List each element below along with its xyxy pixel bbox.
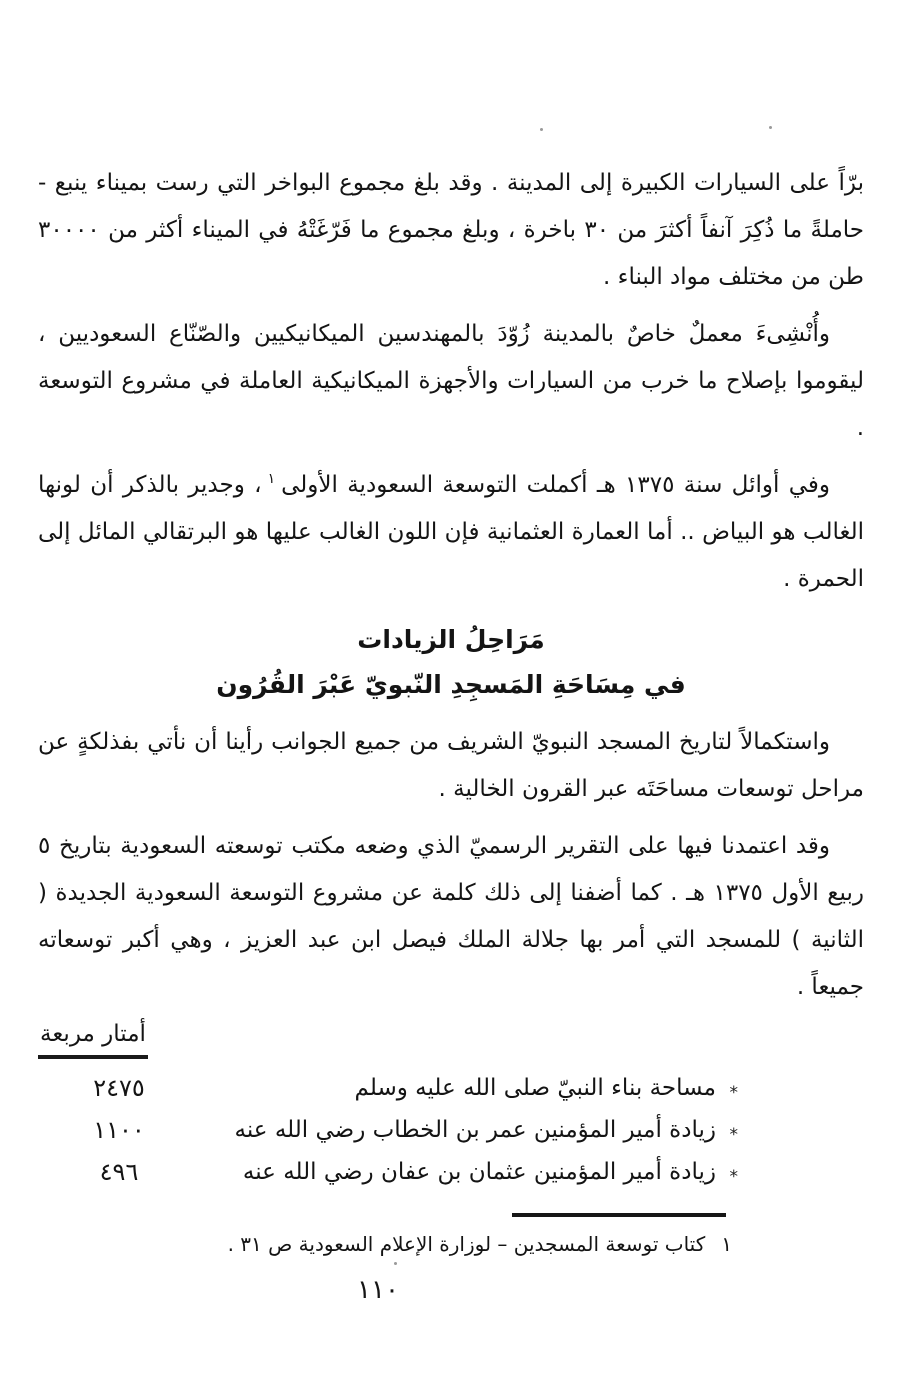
scan-speck	[769, 126, 772, 129]
measurement-value: ٤٩٦	[99, 1158, 139, 1186]
footnote-marker: ١	[721, 1232, 732, 1256]
measurement-row	[38, 1109, 864, 1151]
measurement-value: ٢٤٧٥	[93, 1074, 145, 1102]
page-body	[38, 160, 864, 1305]
section-heading-line1: مَرَاحِلُ الزيادات	[357, 625, 545, 654]
measurement-label: مساحة بناء النبيّ صلى الله عليه وسلم	[354, 1075, 716, 1101]
footnote-text: كتاب توسعة المسجدين – لوزارة الإعلام السعودية ص ٣١ .	[227, 1232, 706, 1256]
paragraph-history-intro: واستكمالاً لتاريخ المسجد النبويّ الشريف من جميع الجوانب رأينا أن نأتي بفذلكةٍ عن مراحل توسعات مساحَتَه عبر القرون الخالية .	[38, 729, 864, 802]
square-meters-label: أمتار مربعة	[38, 1021, 148, 1059]
measurement-label: زيادة أمير المؤمنين عمر بن الخطاب رضي الله عنه	[234, 1117, 716, 1143]
measurement-row	[38, 1151, 864, 1193]
asterisk-bullet-icon: *	[729, 1167, 738, 1187]
paragraph-shipping: برّاً على السيارات الكبيرة إلى المدينة . وقد بلغ مجموع البواخر التي رست بميناء ينبع - حاملةً ما ذُكِرَ آنفاً أكثرَ من ٣٠ باخرة ، وبلغ مجموع ما فَرّغَتْهُ في الميناء أكثر من ٣٠٠٠٠ طن من مختلف مواد البناء .	[38, 170, 864, 290]
asterisk-bullet-icon: *	[729, 1125, 738, 1145]
paragraph-first-expansion	[38, 462, 864, 603]
footnote-separator	[512, 1213, 726, 1217]
measurements-unit-header	[38, 1021, 864, 1059]
paragraph-workshop: وأُنْشِىءَ معملٌ خاصٌ بالمدينة زُوّدَ بالمهندسين الميكانيكيين والصّنّاع السعوديين ، ليقوموا بإصلاح ما خرب من السيارات والأجهزة الميكانيكية العاملة في مشروع التوسعة .	[38, 321, 864, 441]
footnote	[38, 1227, 864, 1261]
measurements-list	[38, 1067, 864, 1193]
page-number: ١١٠	[357, 1275, 399, 1305]
scan-speck	[540, 128, 543, 131]
asterisk-bullet-icon: *	[729, 1083, 738, 1103]
measurement-value: ١١٠٠	[93, 1116, 145, 1144]
paragraph-first-expansion-continuation: ، وجدير بالذكر أن لونها الغالب هو البياض .. أما العمارة العثمانية فإن اللون الغالب عليها هو البرتقالي المائل إلى الحمرة .	[38, 472, 864, 592]
section-heading-line2: في مِسَاحَةِ المَسجِدِ النّبويّ عَبْرَ القُرُون	[216, 670, 686, 699]
footnote-reference: ١	[267, 471, 276, 488]
paragraph-first-expansion-text: وفي أوائل سنة ١٣٧٥ هـ أكملت التوسعة السعودية الأولى	[281, 472, 830, 498]
section-heading	[38, 617, 864, 707]
paragraph-report-source: وقد اعتمدنا فيها على التقرير الرسميّ الذي وضعه مكتب توسعته السعودية بتاريخ ٥ ربيع الأول ١٣٧٥ هـ . كما أضفنا إلى ذلك كلمة عن مشروع التوسعة السعودية الجديدة ( الثانية ) للمسجد التي أمر بها جلالة الملك فيصل ابن عبد العزيز ، وهي أكبر توسعاته جميعاً .	[38, 833, 864, 1000]
measurement-row	[38, 1067, 864, 1109]
measurement-label: زيادة أمير المؤمنين عثمان بن عفان رضي الله عنه	[242, 1159, 716, 1185]
